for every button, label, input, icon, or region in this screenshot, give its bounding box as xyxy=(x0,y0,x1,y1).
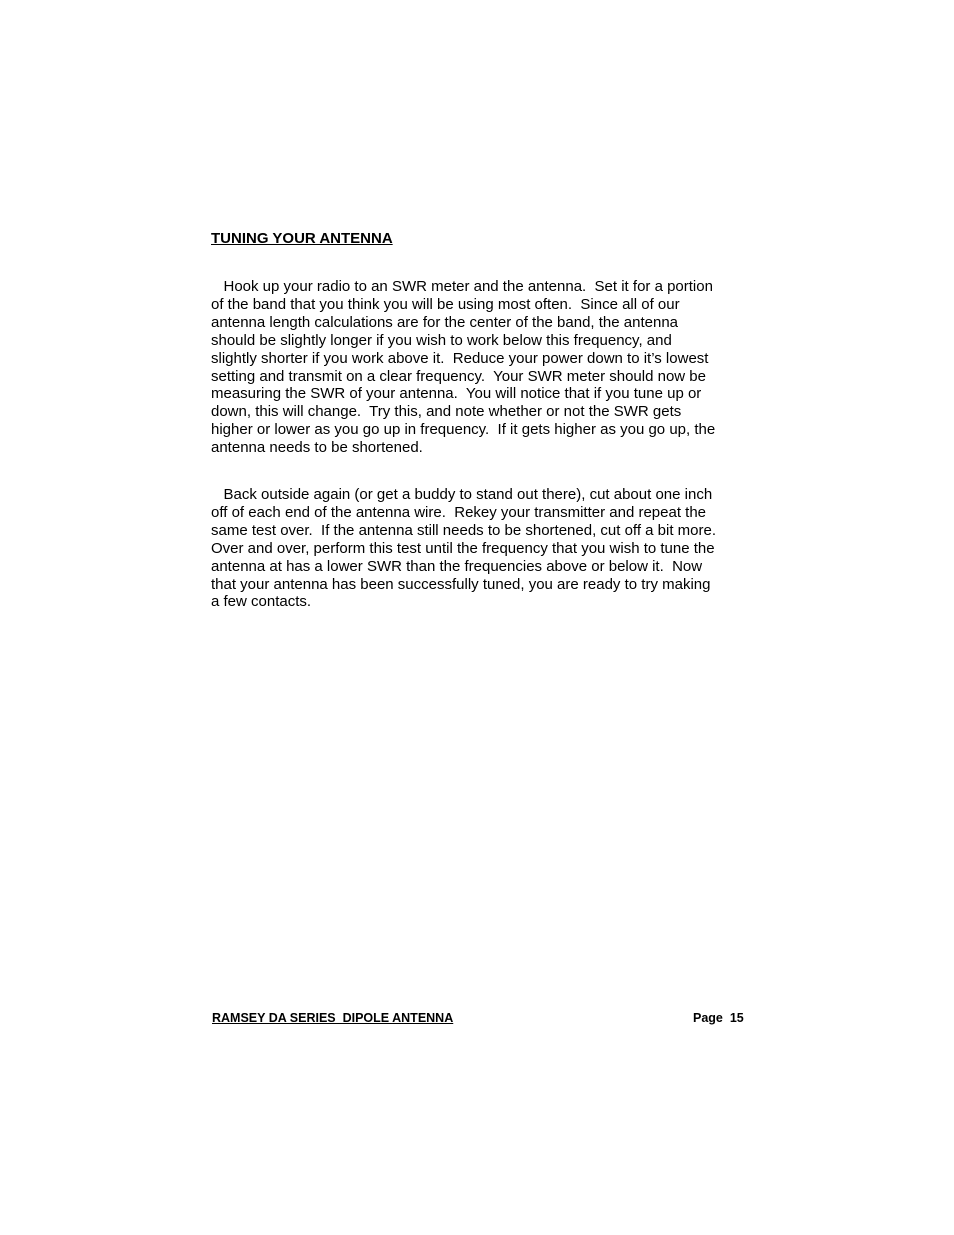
paragraph-line: Over and over, perform this test until the frequency that you wish to tune the xyxy=(211,539,715,557)
paragraph-line: higher or lower as you go up in frequency. If it gets higher as you go up, the xyxy=(211,421,716,439)
paragraph-line: of the band that you think you will be using most often. Since all of our xyxy=(211,295,680,313)
footer-title: RAMSEY DA SERIES DIPOLE ANTENNA xyxy=(212,1011,454,1025)
page-number: Page 15 xyxy=(693,1011,744,1025)
paragraph-back-outside xyxy=(211,486,741,611)
paragraph-line: down, this will change. Try this, and note whether or not the SWR gets xyxy=(211,403,682,421)
paragraph-line: antenna needs to be shortened. xyxy=(211,439,423,457)
paragraph-hookup xyxy=(211,278,741,457)
paragraph-line: slightly shorter if you work above it. Reduce your power down to it’s lowest xyxy=(211,349,709,367)
paragraph-line: Back outside again (or get a buddy to stand out there), cut about one inch xyxy=(211,486,713,503)
paragraph-line: antenna at has a lower SWR than the frequencies above or below it. Now xyxy=(211,557,703,575)
paragraph-line: same test over. If the antenna still needs to be shortened, cut off a bit more. xyxy=(211,521,717,539)
paragraph-line: Hook up your radio to an SWR meter and the antenna. Set it for a portion xyxy=(211,278,713,295)
paragraph-line: off of each end of the antenna wire. Rekey your transmitter and repeat the xyxy=(211,503,707,521)
section-heading: TUNING YOUR ANTENNA xyxy=(211,230,393,247)
paragraph-line: setting and transmit on a clear frequency. Your SWR meter should now be xyxy=(211,367,706,385)
paragraph-line: a few contacts. xyxy=(211,593,312,611)
paragraph-line: measuring the SWR of your antenna. You will notice that if you tune up or xyxy=(211,385,702,403)
paragraph-line: antenna length calculations are for the center of the band, the antenna xyxy=(211,313,679,331)
paragraph-line: should be slightly longer if you wish to work below this frequency, and xyxy=(211,331,672,349)
paragraph-line: that your antenna has been successfully tuned, you are ready to try making xyxy=(211,575,711,593)
